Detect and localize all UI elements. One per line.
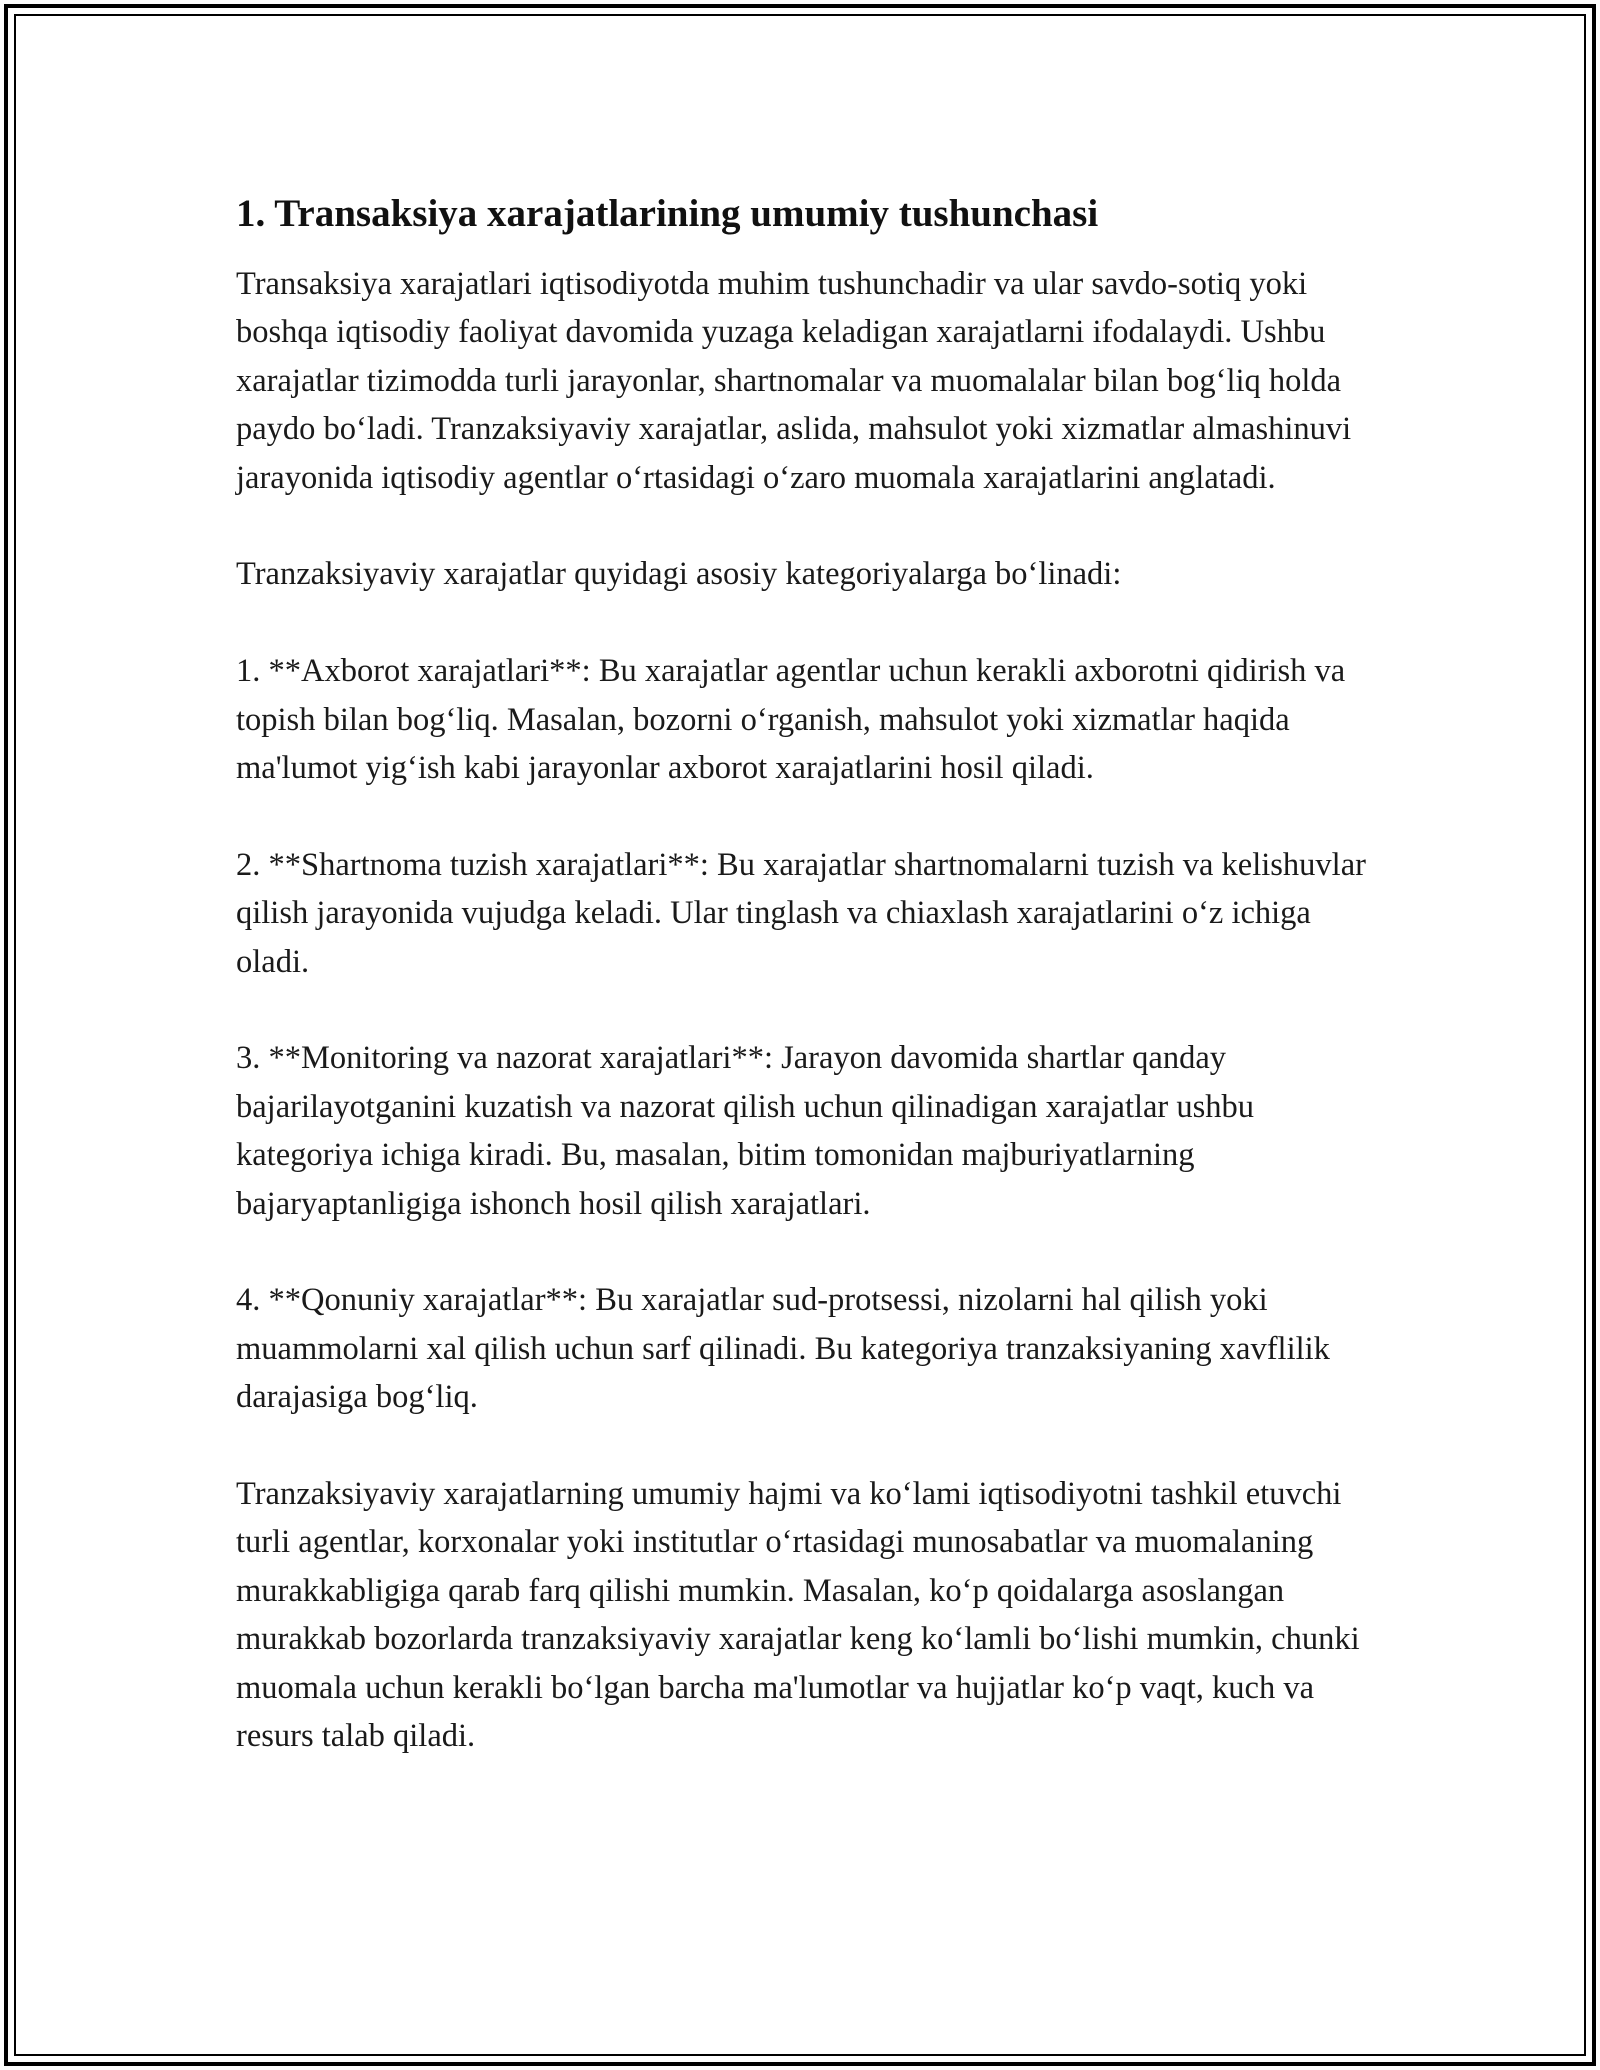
category-item-monitoring: 3. **Monitoring va nazorat xarajatlari**: Jarayon davomida shartlar qanday bajarilayotganini kuzatish va nazorat qilish uchun qilinadigan xarajatlar ushbu kategoriya ichiga kiradi. Bu, masalan, bitim tomonidan majburiyatlarning bajaryaptanligiga ishonch hosil qilish xarajatlari.: [236, 1040, 1255, 1222]
conclusion-paragraph: Tranzaksiyaviy xarajatlarning umumiy hajmi va ko‘lami iqtisodiyotni tashkil etuvchi turli agentlar, korxonalar yoki institutlar o‘rtasidagi munosabatlar va muomalaning murakkabligiga qarab farq qilishi mumkin. Masalan, ko‘p qoidalarga asoslangan murakkab bozorlarda tranzaksiyaviy xarajatlar keng ko‘lamli bo‘lishi mumkin, chunki muomala uchun kerakli bo‘lgan barcha ma'lumotlar va hujjatlar ko‘p vaqt, kuch va resurs talab qiladi.: [236, 1476, 1360, 1755]
category-item-legal: 4. **Qonuniy xarajatlar**: Bu xarajatlar sud-protsessi, nizolarni hal qilish yoki muammolarni xal qilish uchun sarf qilinadi. Bu kategoriya tranzaksiyaning xavflilik darajasiga bog‘liq.: [236, 1282, 1330, 1416]
categories-lead-paragraph: Tranzaksiyaviy xarajatlar quyidagi asosiy kategoriyalarga bo‘linadi:: [236, 556, 1122, 593]
intro-paragraph: Transaksiya xarajatlari iqtisodiyotda muhim tushunchadir va ular savdo-sotiq yoki boshqa iqtisodiy faoliyat davomida yuzaga keladigan xarajatlarni ifodalaydi. Ushbu xarajatlar tizimodda turli jarayonlar, shartnomalar va muomalalar bilan bog‘liq holda paydo bo‘ladi. Tranzaksiyaviy xarajatlar, aslida, mahsulot yoki xizmatlar almashinuvi jarayonida iqtisodiy agentlar o‘rtasidagi o‘zaro muomala xarajatlarini anglatadi.: [236, 266, 1352, 496]
category-item-information: 1. **Axborot xarajatlari**: Bu xarajatlar agentlar uchun kerakli axborotni qidirish va topish bilan bog‘liq. Masalan, bozorni o‘rganish, mahsulot yoki xizmatlar haqida ma'lumot yig‘ish kabi jarayonlar axborot xarajatlarini hosil qiladi.: [236, 653, 1346, 787]
category-item-contract: 2. **Shartnoma tuzish xarajatlari**: Bu xarajatlar shartnomalarni tuzish va kelishuvlar qilish jarayonida vujudga keladi. Ular tinglash va chiaxlash xarajatlarini o‘z ichiga oladi.: [236, 846, 1366, 980]
document-body: [236, 188, 1376, 1761]
section-title: 1. Transaksiya xarajatlarining umumiy tushunchasi: [236, 192, 1099, 235]
